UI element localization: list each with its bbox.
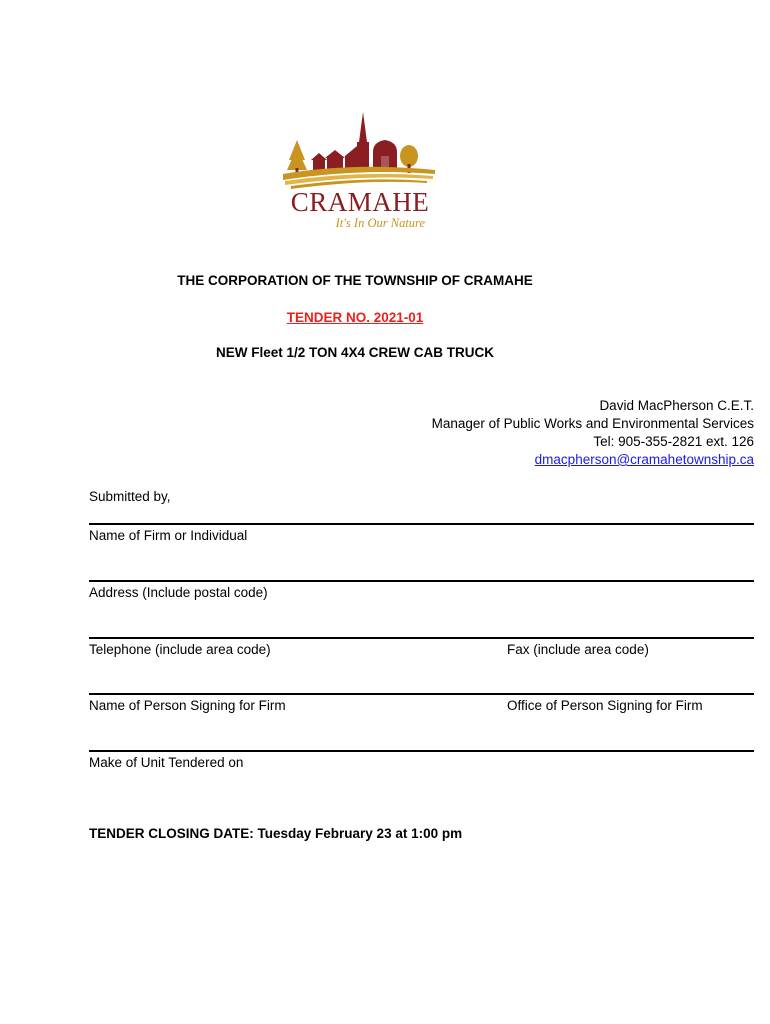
tender-number-text: TENDER NO. 2021-01 <box>286 310 424 325</box>
cramahe-logo <box>275 108 445 233</box>
signature-line <box>89 693 754 695</box>
closing-date-label: TENDER CLOSING DATE: <box>89 826 254 841</box>
logo-tagline: It's In Our Nature <box>335 216 425 230</box>
unit-make-field[interactable] <box>89 750 754 770</box>
closing-date <box>89 826 462 842</box>
signature-line <box>89 523 754 525</box>
unit-make-label: Make of Unit Tendered on <box>89 755 244 770</box>
address-field[interactable] <box>89 580 754 600</box>
firm-name-label: Name of Firm or Individual <box>89 528 248 543</box>
phone-fax-field[interactable] <box>89 637 754 657</box>
firm-name-field[interactable] <box>89 523 754 543</box>
contact-email-link[interactable]: dmacpherson@cramahetownship.ca <box>534 452 754 467</box>
tender-title: NEW Fleet 1/2 TON 4X4 CREW CAB TRUCK <box>215 345 495 360</box>
address-label: Address (Include postal code) <box>89 585 268 600</box>
telephone-label: Telephone (include area code) <box>89 642 271 657</box>
contact-name: David MacPherson C.E.T. <box>599 398 754 413</box>
closing-date-value: Tuesday February 23 at 1:00 pm <box>257 826 463 841</box>
fax-label: Fax (include area code) <box>507 642 649 657</box>
contact-block <box>432 397 754 469</box>
office-signing-label: Office of Person Signing for Firm <box>507 698 703 713</box>
person-signing-label: Name of Person Signing for Firm <box>89 698 286 713</box>
signing-person-field[interactable] <box>89 693 754 713</box>
contact-role: Manager of Public Works and Environmental Services <box>431 416 754 431</box>
corporation-title: THE CORPORATION OF THE TOWNSHIP OF CRAMAHE <box>177 273 533 288</box>
submitted-by-label: Submitted by, <box>89 489 171 504</box>
signature-line <box>89 580 754 582</box>
signature-line <box>89 750 754 752</box>
tender-number <box>0 310 710 326</box>
signature-line <box>89 637 754 639</box>
contact-telephone: Tel: 905-355-2821 ext. 126 <box>593 434 754 449</box>
logo-wordmark: CRAMAHE <box>290 187 430 217</box>
village-skyline-icon <box>275 108 445 190</box>
